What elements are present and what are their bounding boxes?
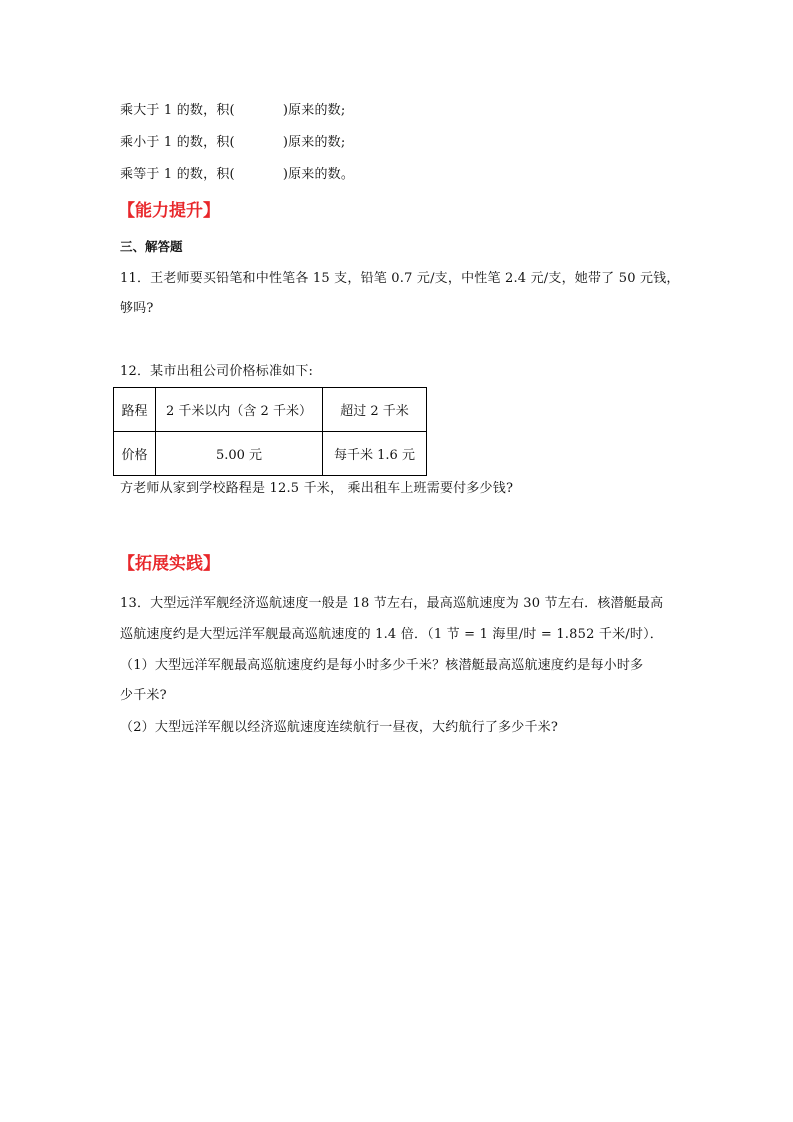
section-heading-ability: 【能力提升】 [118, 201, 220, 221]
table-cell-price-header: 价格 [114, 432, 156, 476]
table-cell-base-price: 5.00 元 [156, 432, 323, 476]
section-heading-practice: 【拓展实践】 [118, 554, 220, 574]
fill-in-line-1-before: 乘大于 1 的数，积( [120, 103, 235, 118]
fill-in-line-3-after: )原来的数。 [282, 167, 355, 182]
fill-in-line-1-after: )原来的数; [282, 103, 346, 118]
question-13-sub-1-line-2: 少千米? [120, 688, 167, 703]
table-cell-within-2km: 2 千米以内（含 2 千米） [156, 388, 323, 432]
question-11-line-1: 11．王老师要买铅笔和中性笔各 15 支，铅笔 0.7 元/支，中性笔 2.4 元/支，她带了 50 元钱， [120, 271, 680, 286]
question-13-line-2: 巡航速度约是大型远洋军舰最高巡航速度的 1.4 倍．（1 节 = 1 海里/时 = 1.852 千米/时）． [120, 627, 663, 642]
table-cell-route-header: 路程 [114, 388, 156, 432]
table-cell-per-km-price: 每千米 1.6 元 [323, 432, 427, 476]
question-13-line-1: 13．大型远洋军舰经济巡航速度一般是 18 节左右，最高巡航速度为 30 节左右．核潜艇最高 [120, 596, 664, 611]
fill-in-line-2 [120, 134, 345, 152]
question-13-sub-2: （2）大型远洋军舰以经济巡航速度连续航行一昼夜，大约航行了多少千米? [120, 720, 559, 735]
section-heading-answer-questions: 三、解答题 [120, 239, 183, 254]
table-row [114, 432, 427, 476]
taxi-price-table [113, 387, 427, 476]
fill-in-line-3-before: 乘等于 1 的数，积( [120, 167, 235, 182]
table-cell-over-2km: 超过 2 千米 [323, 388, 427, 432]
question-12-intro: 12．某市出租公司价格标准如下: [120, 364, 314, 379]
question-11-line-2: 够吗? [120, 301, 154, 316]
fill-in-line-2-after: )原来的数; [282, 135, 346, 150]
question-13-sub-1-line-1: （1）大型远洋军舰最高巡航速度约是每小时多少千米？核潜艇最高巡航速度约是每小时多 [120, 658, 644, 673]
table-row [114, 388, 427, 432]
question-12-text: 方老师从家到学校路程是 12.5 千米， 乘出租车上班需要付多少钱? [120, 481, 514, 496]
fill-in-line-1 [120, 102, 345, 120]
fill-in-line-3 [120, 166, 354, 184]
fill-in-line-2-before: 乘小于 1 的数，积( [120, 135, 235, 150]
